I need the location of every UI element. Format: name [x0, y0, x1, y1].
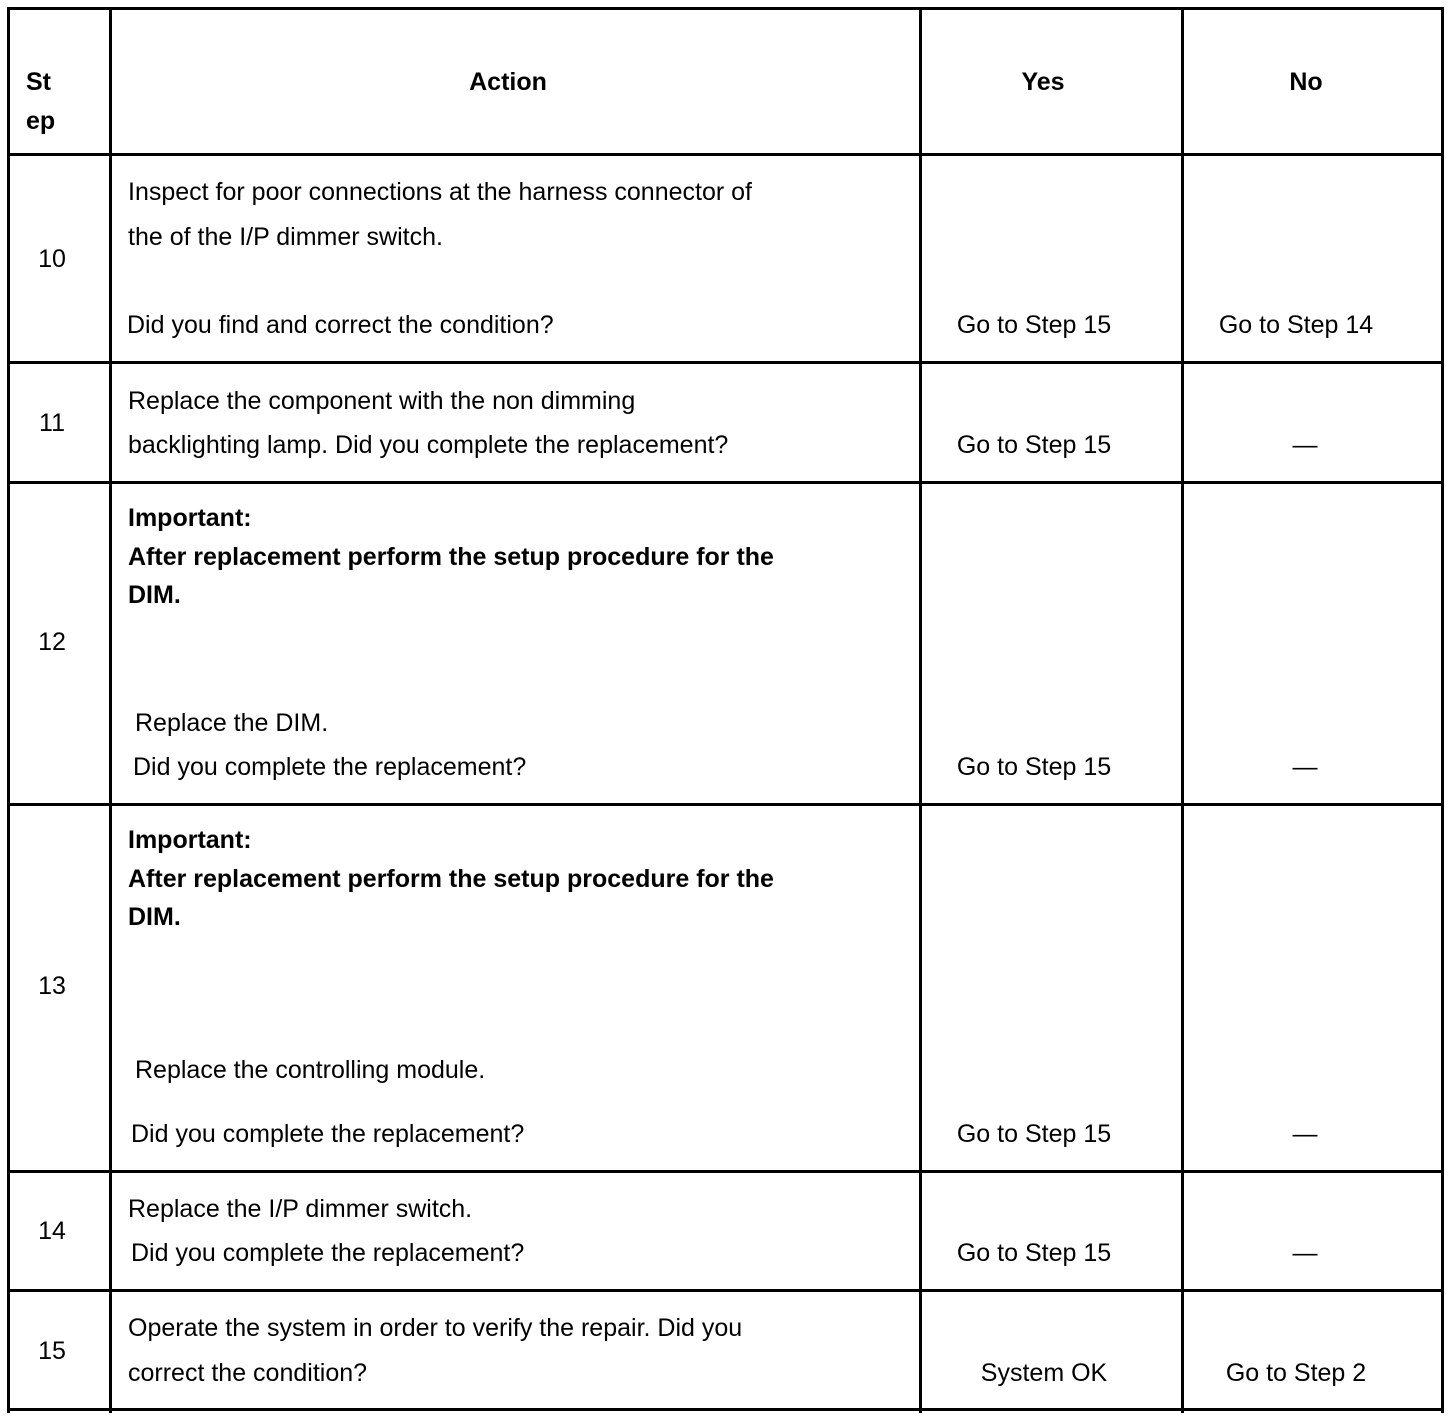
table-border-bottom: [7, 1408, 1444, 1411]
no-result: Go to Step 14: [1218, 311, 1374, 339]
question-text: Did you find and correct the condition?: [127, 311, 554, 339]
important-note: DIM.: [128, 581, 181, 609]
yes-result: Go to Step 15: [956, 753, 1112, 781]
important-note: DIM.: [128, 903, 181, 931]
important-label: Important:: [128, 826, 252, 854]
action-text: backlighting lamp. Did you complete the replacement?: [128, 431, 729, 459]
yes-result: System OK: [980, 1359, 1108, 1387]
yes-result: Go to Step 15: [956, 311, 1112, 339]
row-divider: [7, 153, 1444, 156]
no-result: Go to Step 2: [1225, 1359, 1367, 1387]
step-number: 14: [38, 1217, 66, 1245]
header-no: No: [1289, 68, 1323, 96]
column-divider: [919, 7, 922, 1413]
row-divider: [7, 1170, 1444, 1173]
step-number: 15: [38, 1337, 66, 1365]
step-number: 10: [38, 245, 66, 273]
row-divider: [7, 361, 1444, 364]
action-text: Replace the controlling module.: [135, 1056, 486, 1084]
no-result: —: [1292, 753, 1318, 781]
action-text: Replace the DIM.: [135, 709, 329, 737]
header-step-line2: ep: [26, 107, 56, 135]
action-text: correct the condition?: [128, 1359, 368, 1387]
action-text: Replace the component with the non dimming: [128, 387, 636, 415]
column-divider: [109, 7, 112, 1413]
table-border-left: [7, 7, 10, 1413]
important-label: Important:: [128, 504, 252, 532]
question-text: Did you complete the replacement?: [131, 1239, 525, 1267]
yes-result: Go to Step 15: [956, 1239, 1112, 1267]
action-text: Inspect for poor connections at the harness connector of: [128, 178, 752, 206]
important-note: After replacement perform the setup procedure for the: [128, 865, 774, 893]
action-text: the of the I/P dimmer switch.: [128, 223, 443, 251]
action-text: Operate the system in order to verify the repair. Did you: [128, 1314, 743, 1342]
question-text: Did you complete the replacement?: [133, 753, 527, 781]
row-divider: [7, 1289, 1444, 1292]
no-result: —: [1292, 1120, 1318, 1148]
row-divider: [7, 803, 1444, 806]
important-note: After replacement perform the setup procedure for the: [128, 543, 774, 571]
header-yes: Yes: [1021, 68, 1065, 96]
column-divider: [1181, 7, 1184, 1413]
step-number: 12: [38, 628, 66, 656]
row-divider: [7, 481, 1444, 484]
question-text: Did you complete the replacement?: [131, 1120, 525, 1148]
yes-result: Go to Step 15: [956, 431, 1112, 459]
no-result: —: [1292, 431, 1318, 459]
table-border-right: [1441, 7, 1444, 1413]
step-number: 13: [38, 972, 66, 1000]
header-action: Action: [469, 68, 547, 96]
no-result: —: [1292, 1239, 1318, 1267]
step-number: 11: [39, 409, 65, 437]
action-text: Replace the I/P dimmer switch.: [128, 1195, 473, 1223]
table-border-top: [7, 7, 1444, 10]
header-step-line1: St: [26, 68, 51, 96]
yes-result: Go to Step 15: [956, 1120, 1112, 1148]
